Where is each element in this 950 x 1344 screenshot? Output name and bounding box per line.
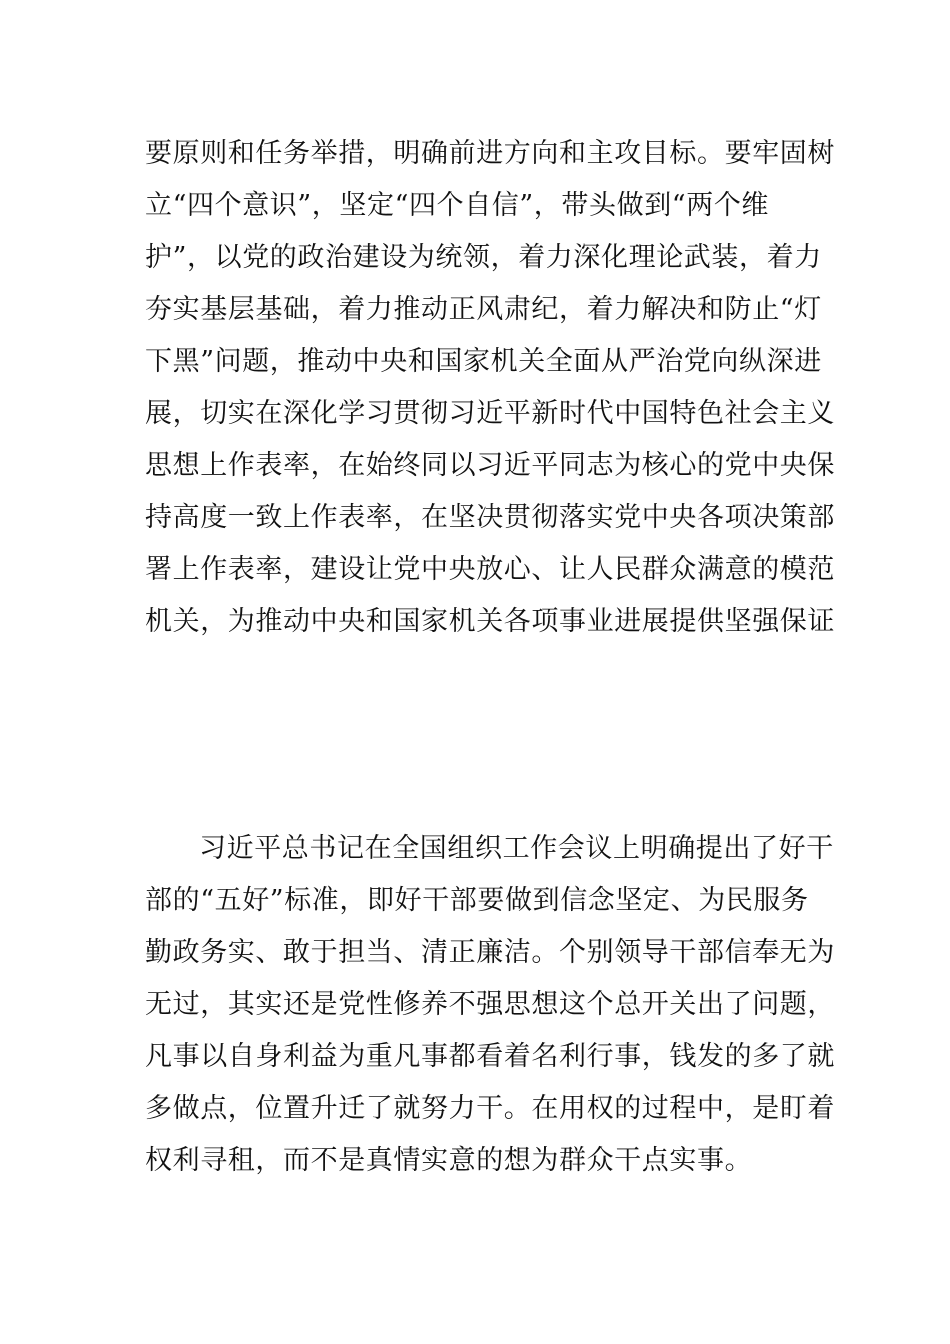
paragraph-line-first: 习近平总书记在全国组织工作会议上明确提出了好干 — [199, 833, 834, 864]
paragraph-2 — [145, 823, 835, 1187]
paragraph-line: 展，切实在深化学习贯彻习近平新时代中国特色社会主义 — [145, 398, 835, 429]
paragraph-line: 多做点，位置升迁了就努力干。在用权的过程中，是盯着 — [145, 1093, 835, 1124]
paragraph-line: 思想上作表率，在始终同以习近平同志为核心的党中央保 — [145, 450, 835, 481]
paragraph-line: 部的“五好”标准，即好干部要做到信念坚定、为民服务 — [145, 885, 809, 916]
paragraph-line: 机关，为推动中央和国家机关各项事业进展提供坚强保证 — [145, 606, 835, 637]
paragraph-line: 立“四个意识”，坚定“四个自信”，带头做到“两个维 — [145, 190, 770, 221]
paragraph-line: 持高度一致上作表率，在坚决贯彻落实党中央各项决策部 — [145, 502, 835, 533]
paragraph-line: 要原则和任务举措，明确前进方向和主攻目标。要牢固树 — [145, 138, 835, 169]
paragraph-line: 无过，其实还是党性修养不强思想这个总开关出了问题， — [145, 989, 835, 1020]
paragraph-line: 凡事以自身利益为重凡事都看着名利行事，钱发的多了就 — [145, 1041, 835, 1072]
paragraph-line: 护”，以党的政治建设为统领，着力深化理论武装，着力 — [145, 242, 822, 273]
paragraph-line: 下黑”问题，推动中央和国家机关全面从严治党向纵深进 — [145, 346, 822, 377]
paragraph-1 — [145, 128, 835, 648]
paragraph-line: 权利寻租，而不是真情实意的想为群众干点实事。 — [145, 1145, 753, 1176]
paragraph-line: 署上作表率，建设让党中央放心、让人民群众满意的模范 — [145, 554, 835, 585]
paragraph-line: 夯实基层基础，着力推动正风肃纪，着力解决和防止“灯 — [145, 294, 822, 325]
paragraph-line: 勤政务实、敢于担当、清正廉洁。个别领导干部信奉无为 — [145, 937, 835, 968]
